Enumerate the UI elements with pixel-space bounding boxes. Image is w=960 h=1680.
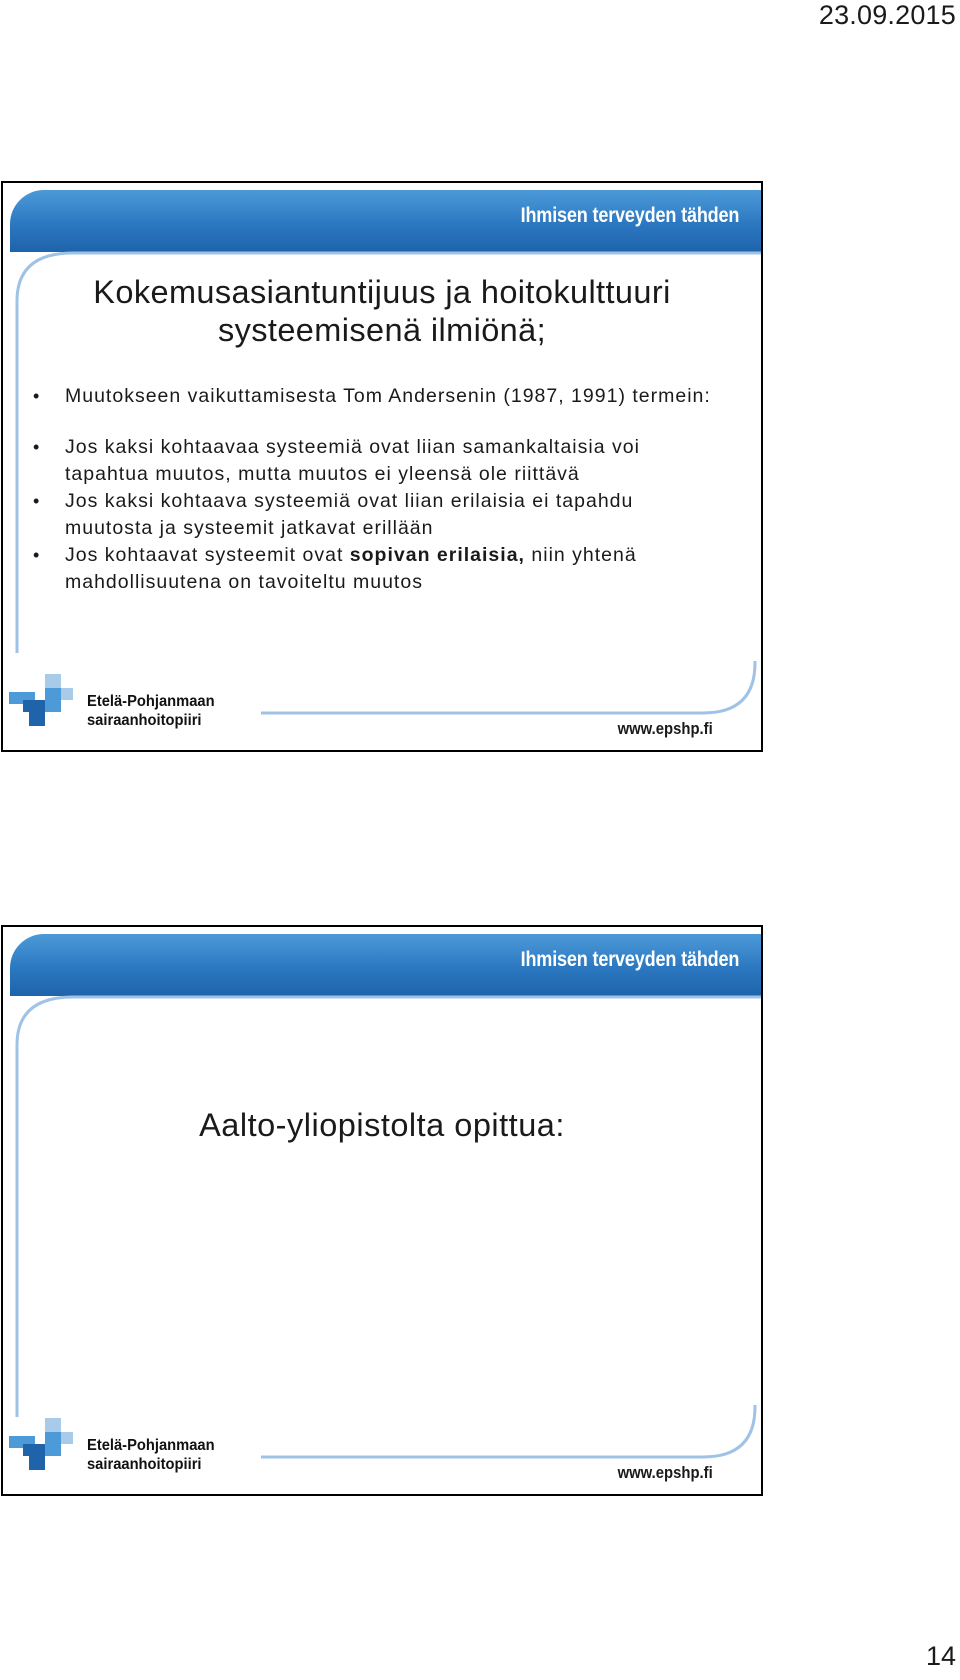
hospital-cross-logo-icon <box>9 1418 73 1474</box>
org-name-line-1: Etelä-Pohjanmaan <box>87 1437 215 1454</box>
slide-banner <box>10 934 763 996</box>
bullet-item: • Muutokseen vaikuttamisesta Tom Andersenin (1987, 1991) termein: <box>33 383 723 410</box>
bullet-item: • Jos kaksi kohtaavaa systeemiä ovat liian samankaltaisia voi tapahtua muutos, mutta muutos ei yleensä ole riittävä <box>33 434 723 488</box>
bullet-list <box>33 383 723 596</box>
slide-banner <box>10 190 763 252</box>
page-number: 14 <box>925 1641 956 1671</box>
banner-tagline: Ihmisen terveyden tähden <box>520 204 739 227</box>
organization-name <box>87 692 215 730</box>
org-name-line-2: sairaanhoitopiiri <box>87 712 202 729</box>
bullet-emphasis: sopivan erilaisia, <box>349 544 525 566</box>
slide-1 <box>1 181 763 752</box>
website-link[interactable]: www.epshp.fi <box>617 720 713 738</box>
bullet-item: • Jos kaksi kohtaava systeemiä ovat liian erilaisia ei tapahdu muutosta ja systeemit jatkavat erillään <box>33 488 723 542</box>
banner-tagline: Ihmisen terveyden tähden <box>520 948 739 971</box>
slide-title <box>33 273 731 349</box>
organization-name <box>87 1436 215 1474</box>
footer-swoosh <box>3 927 763 1496</box>
bullet-text: niin yhtenä mahdollisuutena on tavoiteltu muutos <box>65 544 637 593</box>
slide-title: Aalto-yliopistolta opittua: <box>199 1107 565 1143</box>
slide-frame-curve <box>3 927 763 1496</box>
website-link[interactable]: www.epshp.fi <box>617 1464 713 1482</box>
slide-title-line-2: systeemisenä ilmiönä; <box>217 312 547 348</box>
bullet-item <box>33 542 723 596</box>
slide-2 <box>1 925 763 1496</box>
page-date: 23.09.2015 <box>818 0 956 30</box>
org-name-line-1: Etelä-Pohjanmaan <box>87 693 215 710</box>
bullet-text: Jos kohtaavat systeemit ovat <box>65 544 350 566</box>
hospital-cross-logo-icon <box>9 674 73 730</box>
slide-title-line-1: Kokemusasiantuntijuus ja hoitokulttuuri <box>93 274 671 310</box>
org-name-line-2: sairaanhoitopiiri <box>87 1456 202 1473</box>
